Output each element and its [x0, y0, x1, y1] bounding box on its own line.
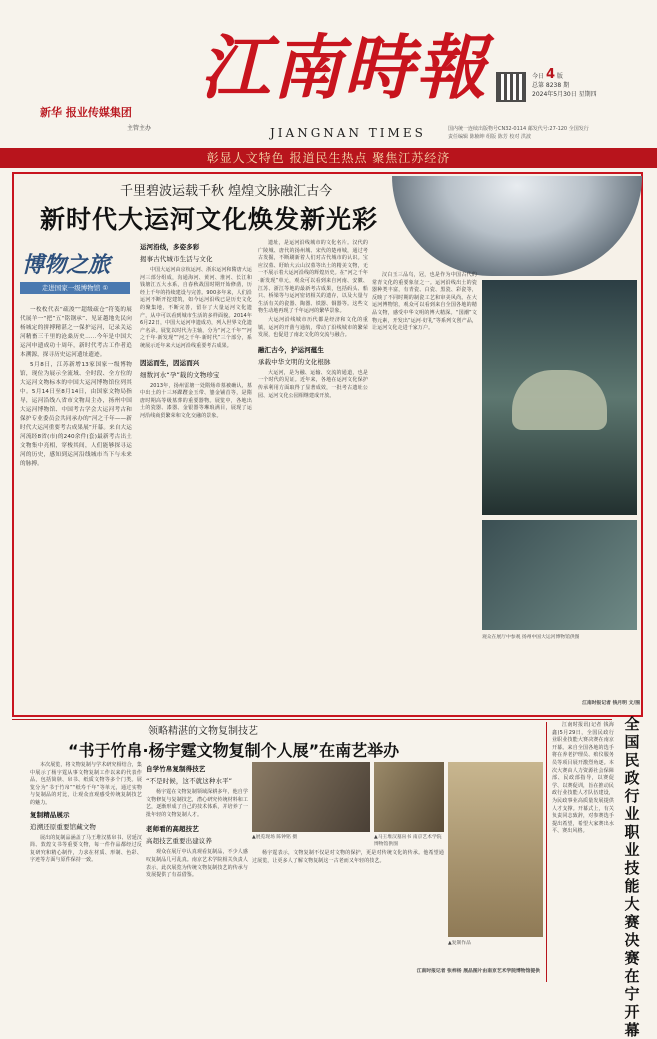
side-vertical-headline[interactable]: 全国民政行业职业技能大赛决赛在宁开幕	[624, 715, 640, 1039]
photo2-caption: ▲马王堆汉墓帛书 南京艺术学院博物馆供图	[374, 835, 442, 847]
meta-line-2: 责任编辑 陈楠坤 组版 陈芳 校对 洪波	[448, 134, 531, 140]
feature-intro	[20, 306, 132, 711]
feature-col-3	[258, 240, 368, 710]
sec1-title: 运河沿线，多姿多彩	[140, 243, 200, 251]
issue-info	[532, 67, 597, 99]
sec-c-text: 观众在展厅中认真观看复制品，不少人感叹复制品几可乱真。南京艺术学院相关负责人表示，此次展览为传统文物复制技艺的传承与发展提供了有益借鉴。	[146, 849, 249, 879]
photo-caption: 观众在展厅中参观 扬州中国大运河博物馆供图	[482, 635, 580, 640]
lower-col-2	[146, 762, 248, 984]
feature-kicker: 千里碧波运载千秋 煌煌文脉融汇古今	[120, 184, 333, 199]
sec1-text: 中国大运河由京杭运河、浙东运河和隋唐大运河三部分组成，沟通海河、黄河、淮河、长江和钱塘江五大水系，自春秋战国时期开始修凿，历经上千年的持续建设与完善。900多年来，人们沿运河不断开挖建筑，如今运河沿线已是历史文化的聚集地，不断完善，留存了大量运河文化遗产，从中可以看到城市生活的多样面貌。2014年6月22日，中国大运河申遗成功，列入世界文化遗产名录。展览以时代为主轴，分为“河之千年”“河之千年·新发现”“河之千年·新时代”三个部分，系统展示近年来大运河沿线重要考古成果。	[140, 267, 253, 349]
lower-credit: 江南时报记者 张梓杨 展品图片由南京艺术学院博物馆提供	[416, 969, 540, 974]
lower-headline[interactable]: “书于竹帛·杨宇霆文物复制个人展”在南艺举办	[68, 741, 400, 760]
column-logo	[20, 248, 130, 298]
sec3-text: 大运河，是为融、运输、交流的通道，也是一个时代的见证。近年来，各地在运河文化保护传承利用方面取得了显著成效，一批考古遗址公园、运河文化公园相继建成开放。	[258, 369, 368, 399]
qr-code-icon	[496, 72, 526, 102]
publisher-sub: 主管主办	[127, 125, 152, 132]
feature-headline[interactable]: 新时代大运河文化焕发新光彩	[40, 205, 379, 234]
exhibition-photo-2	[374, 762, 444, 832]
issue-unit: 版	[556, 73, 563, 80]
sec-a-sub: 追溯还原重要馆藏文物	[30, 822, 96, 831]
intro-para: 5月8日，江苏新增13家国家一级博物馆，现位为展示全流域、全时段、全方位的大运河文物标本的中国大运河博物馆位列其中。5月14日至8月14日，由国家文物局指导，运河沿线八省市文物局主办，扬州中国大运河博物馆、中国考古学会大运河考古和保护专业委员会共同承办的“河之千年——新时代大运河重要考古成果展”开幕。来自大运河流经8省(市)的240余件(套)最新考古出土文物集中亮相，穿梭其间，人们能够探寻运河的历史，感知到运河沿线城市当下与未来的脉搏。	[20, 362, 132, 467]
feature-col-2	[140, 240, 252, 710]
sec2-title: 因运而生，因运而兴	[140, 358, 200, 367]
lower-kicker: 领略精湛的文物复制技艺	[148, 726, 258, 737]
publisher-logo: 新华 报业传媒集团	[40, 106, 132, 119]
side-divider	[546, 722, 547, 982]
mid-text-2: 大运河沿线城市历代都是经济和文化的重镇，运河的开凿与通航，带动了沿线城市的繁荣发展，也促进了南北文化的交流与融合。	[258, 316, 368, 339]
meta-line-1: 国内统一连续出版物号CN32-0114 邮发代号:27-120 全国发行	[448, 126, 589, 132]
slogan-bar: 彰显人文特色 报道民生热点 聚焦江苏经济	[0, 148, 657, 168]
mid-text: 遗址，是运河沿线城市的文化名片。汉代的广陵城、唐代的扬州城、宋代的楚州城，通过考古发掘，不断刷新着人们对古代城市的认识。宝应汉墓、盱眙大云山汉墓等出土的精美文物，无一不展示着大运河沿线的辉煌历史。在“河之千年·新发现”单元，观众可以看到来自河南、安徽、江苏、浙江等地的最新考古成果，包括码头、船只、桥梁等与运河密切相关的遗存，以及大量与生活有关的瓷器、陶器、铁器、铜器等。这些文物生动地再现了千年运河的繁华景象。	[258, 240, 368, 315]
intro-para: 一枚枚代表“疏浚”“超级疏仓”符笺的展代展羊一“把”五“铭钢承”、见证越地先民向杨城定的拼搏精湛之一保护运河，记录关运河精畜三千里的沧桑历史……今年是中国大运河申遗成功十周年，新时代考古工作者追本溯源，探寻历史运河遗址遗迹。	[20, 307, 132, 358]
column-title: 博物之旅	[22, 253, 111, 278]
closing-text: 杨宇霆表示，文物复制不仅是对文物的保护，更是对传统文化的传承。他希望通过展览，让更多人了解文物复制这一古老而又年轻的技艺。	[252, 850, 444, 864]
lower-col-1	[30, 762, 142, 984]
lower-col-3	[252, 850, 444, 970]
side-news-text	[552, 722, 614, 984]
sec-a-text: 展出的复制品涵盖了马王堆汉墓帛书、居延汉简、敦煌文书等重要文物，每一件作品都经过反复研究和精心制作，力求在材质、形制、色彩、字迹等方面与原件保持一致。	[30, 834, 143, 864]
sec3-sub: 承载中华文明的文化根脉	[258, 357, 331, 366]
issue-date: 2024年5月30日 星期四	[532, 91, 597, 98]
museum-display-photo	[482, 280, 637, 515]
right-text: 汉白玉三品鸟，冠，也是作为中国古代的常青文化的重要象征之一。运河沿线出土的瓷器种类丰富，有青瓷、白瓷、黑瓷、彩瓷等，反映了不同时期的制瓷工艺和审美风尚。在大运河博物馆，观众可以看到来自全国各地的精品文物，感受中华文明的博大精深。“国潮”文物元素，开发出“运河·好礼”等系列文创产品，让运河文化走进千家万户。	[372, 272, 477, 332]
exhibition-photo-1	[252, 762, 370, 832]
sec-b-title: 自学竹帛复制得技艺	[146, 765, 206, 773]
newspaper-title: 江南時報	[200, 26, 488, 109]
sec-c-title: 老师看的高超技艺	[146, 825, 199, 834]
feature-credit: 江南时报记者 钱月明 文/图	[582, 701, 640, 706]
issue-pages: 4	[545, 67, 555, 82]
newspaper-title-en: JIANGNAN TIMES	[270, 126, 426, 140]
sec-c-sub: 高超技艺重要出建议养	[146, 837, 212, 846]
feature-col-4	[372, 272, 477, 712]
sec-b-sub: “不是时候，这不就这种水平”	[146, 777, 233, 785]
side-text: 江南时报讯(记者 钱海鑫)5月29日，全国民政行业职业技能大赛决赛在南京开幕。来自全国各地的选手将在养老护理员、殡仪服务员等项目展开激烈角逐。本次大赛由人力资源社会保障部、民政部指导，以赛促学、以赛促训，旨在推动民政行业技能人才队伍建设，为民政事业高质量发展提供人才支撑。开幕式上，有关负责同志致辞，对参赛选手提出希望，希望大家赛出水平、赛出风格。	[552, 722, 614, 835]
publication-meta	[448, 125, 589, 141]
sec-a-title: 复制精品展示	[30, 810, 70, 819]
sec1-sub: 揭事古代城市生活与文化	[140, 255, 213, 263]
issue-label: 今日	[532, 73, 545, 80]
photo1-caption: ▲展览现场 陈钟铭 摄	[252, 835, 298, 840]
issue-total: 总第 8238 期	[532, 82, 570, 89]
lead-text: 本次展览，将文物复制与学术研究相结合，集中展示了杨宇霆从事文物复制工作以来的代表作品，包括简牍、帛书、纸质文物等多个门类。展览分为“书于竹帛”“纸寿千年”等单元，通过实物与复制品的对比，让观众直观感受传统复制技艺的魅力。	[30, 762, 143, 806]
visitors-photo	[482, 520, 637, 630]
section-divider	[12, 719, 612, 720]
sec2-text: 2013年，扬州雷塘一处隋炀帝墓被确认，墓中出土的十三环蹀躞金玉带、鎏金铺首等，是隋唐时期高等级墓葬的重要器物。展览中，各地出土的瓷器、漆器、金银器等琳琅满目，展现了运河沿线商贸繁荣和文化交融的景象。	[140, 382, 252, 419]
photo3-caption: ▲复制作品	[448, 941, 471, 946]
sec2-sub: 细数河水“孕”载的文物珍宝	[140, 370, 220, 379]
sec3-title: 融汇古今，护运河蕴生	[258, 345, 324, 354]
column-bar: 走进国家一级博物馆 ①	[20, 282, 130, 294]
manuscript-photo	[448, 762, 543, 937]
sec-b-text: 杨宇霆在文物复制领域深耕多年，他自学文物修复与复制技艺，潜心研究传统材料和工艺，逐渐形成了自己的技术体系，并培养了一批年轻的文物复制人才。	[146, 789, 249, 818]
artifact-image	[512, 370, 607, 430]
